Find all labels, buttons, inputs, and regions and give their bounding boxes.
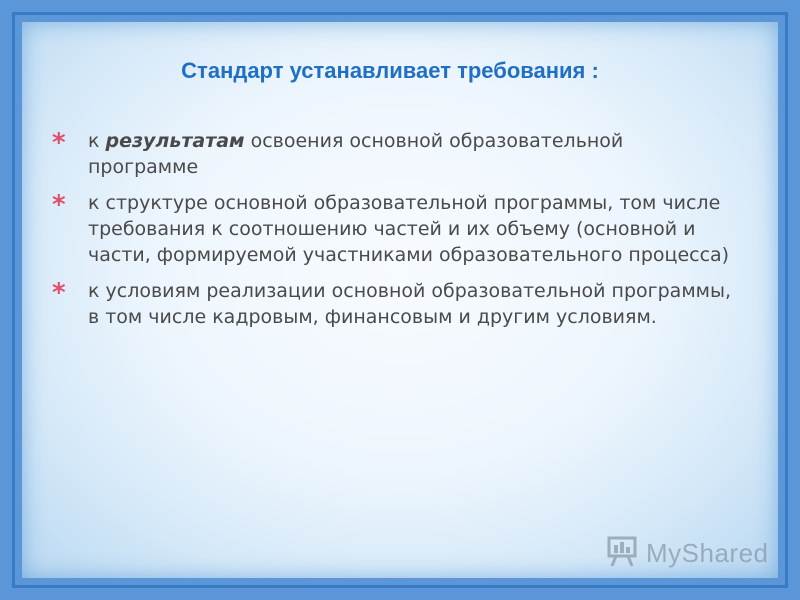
watermark-text: MyShared xyxy=(646,537,769,568)
bullet-item-conditions xyxy=(52,278,732,330)
bullet-text: к условиям реализации основной образовательной программы, в том числе кадровым, финансовым и другим условиям. xyxy=(88,280,732,328)
bullet-list xyxy=(52,128,732,340)
watermark-logo xyxy=(606,536,769,570)
bullet-text: к структуре основной образовательной программы, том числе требования к соотношению частей и их объему (основной и части, формируемой участниками образовательного процесса) xyxy=(88,192,730,266)
bullet-star-icon: * xyxy=(52,278,66,308)
bullet-item-results xyxy=(52,128,732,180)
bullet-emphasis: результатам xyxy=(105,130,245,152)
presentation-board-icon xyxy=(606,534,640,572)
bullet-text: к xyxy=(88,130,106,152)
bullet-star-icon: * xyxy=(52,190,66,220)
bullet-text: освоения основной образовательной программе xyxy=(88,130,624,178)
bullet-star-icon: * xyxy=(52,128,66,158)
bullet-item-structure xyxy=(52,190,732,268)
slide-title: Стандарт устанавливает требования : xyxy=(181,58,599,83)
